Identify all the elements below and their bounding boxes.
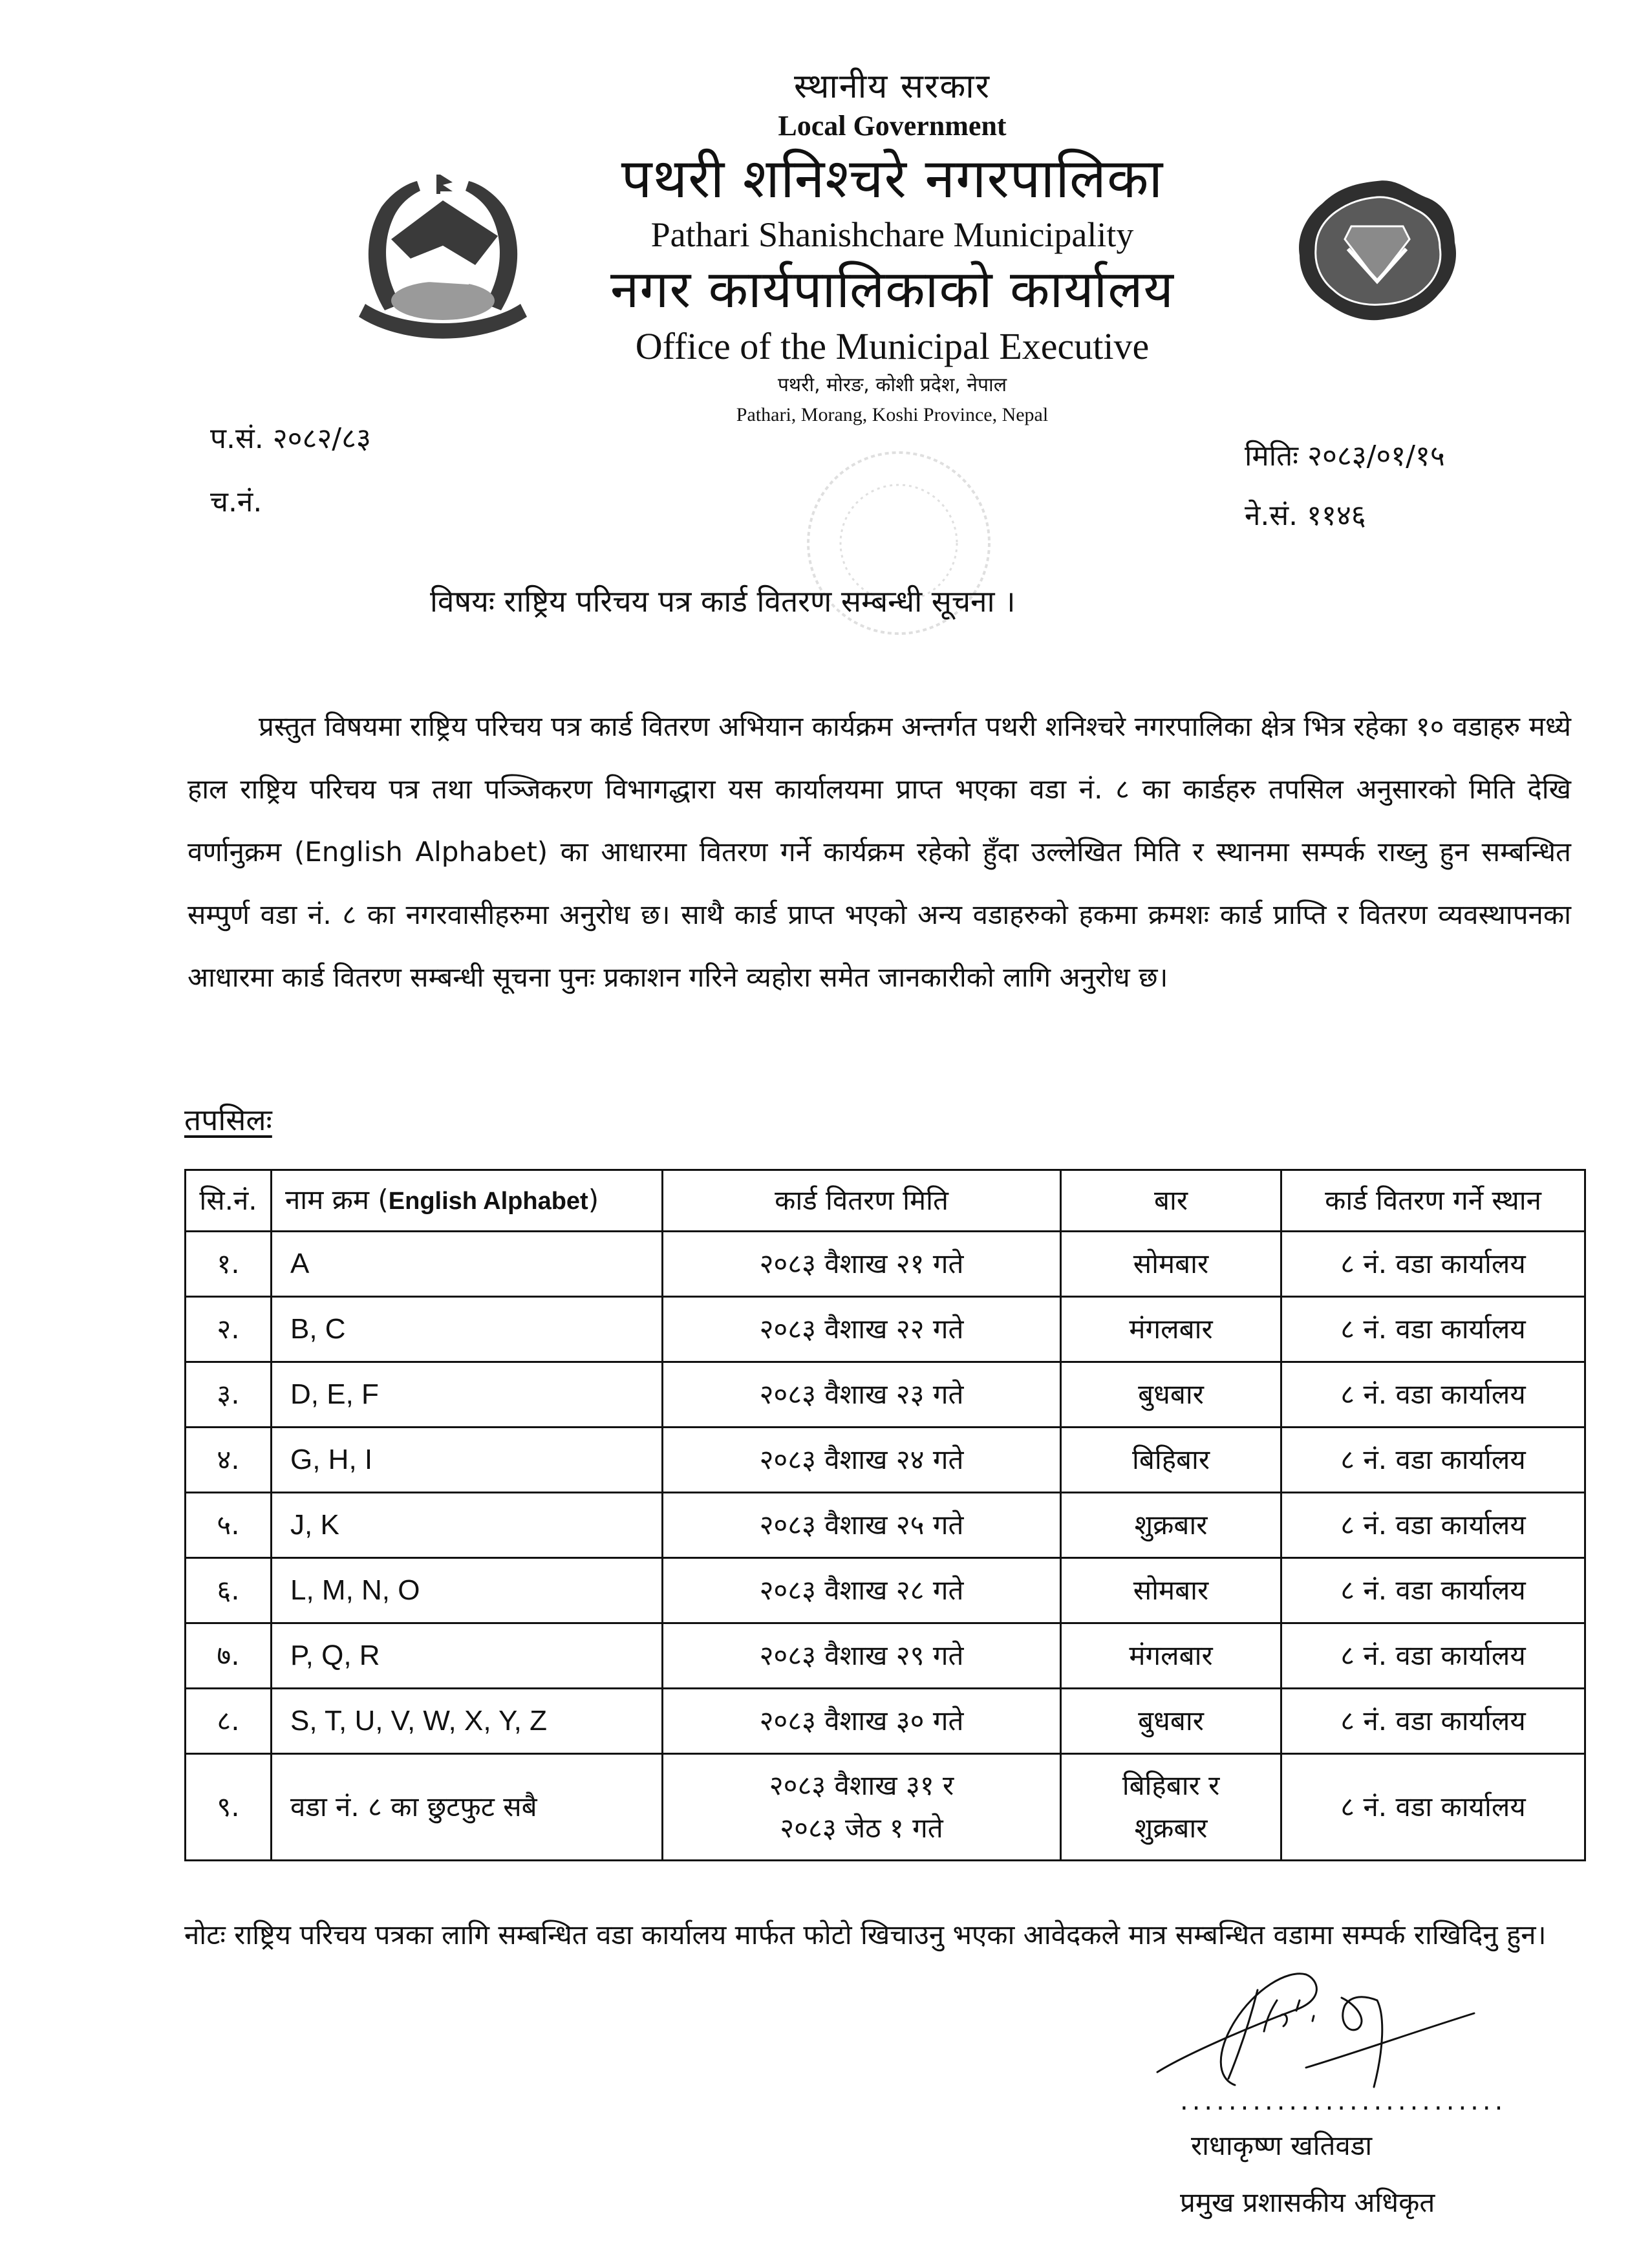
table-row <box>186 1362 1585 1428</box>
table-header-row <box>186 1170 1585 1232</box>
signatory-name: राधाकृष्ण खतिवडा <box>1191 2130 1373 2161</box>
table-row <box>186 1558 1585 1623</box>
cell-place: ८ नं. वडा कार्यालय <box>1281 1428 1585 1493</box>
cell-place: ८ नं. वडा कार्यालय <box>1281 1623 1585 1689</box>
table-row <box>186 1689 1585 1754</box>
cell-day <box>1061 1754 1281 1861</box>
cell-day-line2: शुक्रबार <box>1134 1812 1208 1844</box>
date-block <box>1245 427 1445 546</box>
reference-number <box>210 407 371 471</box>
cell-day: सोमबार <box>1061 1558 1281 1623</box>
cell-day-line1: बिहिबार र <box>1122 1770 1220 1801</box>
cell-letters: L, M, N, O <box>272 1558 663 1623</box>
cell-sn: ४. <box>186 1428 272 1493</box>
cell-place: ८ नं. वडा कार्यालय <box>1281 1558 1585 1623</box>
schedule-heading: तपसिलः <box>184 1102 272 1137</box>
cell-sn: ७. <box>186 1623 272 1689</box>
table-row <box>186 1754 1585 1861</box>
reference-value: २०८२/८३ <box>272 422 371 455</box>
address-en: Pathari, Morang, Koshi Province, Nepal <box>736 404 1049 425</box>
subject-line: विषयः राष्ट्रिय परिचय पत्र कार्ड वितरण सम्बन्धी सूचना । <box>430 584 1016 619</box>
note-paragraph: नोटः राष्ट्रिय परिचय पत्रका लागि सम्बन्धित वडा कार्यालय मार्फत फोटो खिचाउनु भएका आवेदकले मात्र सम्बन्धित वडामा सम्पर्क राखिदिनु हुन। <box>184 1919 1547 1951</box>
cell-day: शुक्रबार <box>1061 1493 1281 1558</box>
municipality-name-np: पथरी शनिश्चरे नगरपालिका <box>621 147 1164 210</box>
header-name-order-np: नाम क्रम ( <box>285 1184 389 1215</box>
cell-date: २०८३ वैशाख २४ गते <box>663 1428 1061 1493</box>
cell-date: २०८३ वैशाख ३० गते <box>663 1689 1061 1754</box>
table-row <box>186 1297 1585 1362</box>
cell-day: बुधबार <box>1061 1689 1281 1754</box>
cell-date-line2: २०८३ जेठ १ गते <box>780 1812 943 1844</box>
cell-sn: २. <box>186 1297 272 1362</box>
handwritten-signature <box>1144 1959 1532 2088</box>
signatory-block <box>1180 2085 1506 2231</box>
cell-letters: D, E, F <box>272 1362 663 1428</box>
letterhead <box>569 65 1216 429</box>
reference-label: प.सं. <box>210 422 264 455</box>
municipality-seal-logo <box>1290 171 1464 326</box>
cell-letters: P, Q, R <box>272 1623 663 1689</box>
header-name-order-close: ) <box>588 1184 599 1215</box>
cell-place: ८ नं. वडा कार्यालय <box>1281 1493 1585 1558</box>
cell-letters: S, T, U, V, W, X, Y, Z <box>272 1689 663 1754</box>
cell-sn: ५. <box>186 1493 272 1558</box>
table-row <box>186 1232 1585 1297</box>
cell-letters: B, C <box>272 1297 663 1362</box>
office-name-en: Office of the Municipal Executive <box>635 325 1150 367</box>
cell-place: ८ नं. वडा कार्यालय <box>1281 1689 1585 1754</box>
date-label: मितिः <box>1245 440 1299 473</box>
municipality-name-en: Pathari Shanishchare Municipality <box>650 215 1134 254</box>
cell-day: मंगलबार <box>1061 1623 1281 1689</box>
cell-date: २०८३ वैशाख २९ गते <box>663 1623 1061 1689</box>
cell-date <box>663 1754 1061 1861</box>
header-day: बार <box>1061 1170 1281 1232</box>
ns-value: ११४६ <box>1307 499 1366 532</box>
header-name-order-en: English Alphabet <box>388 1188 588 1215</box>
cell-letters: वडा नं. ८ का छुटफुट सबै <box>272 1754 663 1861</box>
dispatch-label: च.नं. <box>210 486 262 519</box>
local-government-heading-np: स्थानीय सरकार <box>794 67 991 106</box>
reference-block <box>210 407 371 534</box>
header-name-order <box>272 1170 663 1232</box>
cell-date: २०८३ वैशाख २२ गते <box>663 1297 1061 1362</box>
cell-date: २०८३ वैशाख २५ गते <box>663 1493 1061 1558</box>
cell-place: ८ नं. वडा कार्यालय <box>1281 1232 1585 1297</box>
issue-date <box>1245 427 1445 486</box>
cell-letters: G, H, I <box>272 1428 663 1493</box>
local-government-heading-en: Local Government <box>778 110 1007 142</box>
header-sn: सि.नं. <box>186 1170 272 1232</box>
dispatch-number <box>210 471 371 534</box>
cell-day: बिहिबार <box>1061 1428 1281 1493</box>
cell-sn: ६. <box>186 1558 272 1623</box>
nepal-emblem-logo <box>346 162 540 343</box>
body-paragraph: प्रस्तुत विषयमा राष्ट्रिय परिचय पत्र कार्ड वितरण अभियान कार्यक्रम अन्तर्गत पथरी शनिश्चरे नगरपालिका क्षेत्र भित्र रहेका १० वडाहरु मध्ये हाल राष्ट्रिय परिचय पत्र तथा पञ्जिकरण विभागद्धारा यस कार्यालयमा प्राप्त भएका वडा नं. ८ का कार्डहरु तपसिल अनुसारको मिति देखि वर्णानुक्रम (English Alphabet) का आधारमा वितरण गर्ने कार्यक्रम रहेको हुँदा उल्लेखित मिति र स्थानमा सम्पर्क राख्नु हुन सम्बन्धित सम्पुर्ण वडा नं. ८ का नगरवासीहरुमा अनुरोध छ। साथै कार्ड प्राप्त भएको अन्य वडाहरुको हकमा क्रमशः कार्ड प्राप्ति र वितरण व्यवस्थापनका आधारमा कार्ड वितरण सम्बन्धी सूचना पुनः प्रकाशन गरिने व्यहोरा समेत जानकारीको लागि अनुरोध छ। <box>188 711 1571 993</box>
signatory-title: प्रमुख प्रशासकीय अधिकृत <box>1180 2187 1435 2218</box>
cell-day: सोमबार <box>1061 1232 1281 1297</box>
cell-letters: J, K <box>272 1493 663 1558</box>
cell-letters: A <box>272 1232 663 1297</box>
table-row <box>186 1493 1585 1558</box>
cell-sn: ८. <box>186 1689 272 1754</box>
cell-date: २०८३ वैशाख २८ गते <box>663 1558 1061 1623</box>
table-row <box>186 1623 1585 1689</box>
nepal-sambat-year <box>1245 486 1445 546</box>
office-name-np: नगर कार्यपालिकाको कार्यालय <box>610 259 1174 319</box>
cell-place: ८ नं. वडा कार्यालय <box>1281 1362 1585 1428</box>
cell-date: २०८३ वैशाख २१ गते <box>663 1232 1061 1297</box>
address-np: पथरी, मोरङ, कोशी प्रदेश, नेपाल <box>777 374 1007 396</box>
cell-date-line1: २०८३ वैशाख ३१ र <box>769 1770 954 1801</box>
cell-day: बुधबार <box>1061 1362 1281 1428</box>
cell-sn: ९. <box>186 1754 272 1861</box>
header-place: कार्ड वितरण गर्ने स्थान <box>1281 1170 1585 1232</box>
cell-sn: ३. <box>186 1362 272 1428</box>
table-row <box>186 1428 1585 1493</box>
ns-label: ने.सं. <box>1245 499 1298 532</box>
cell-place: ८ नं. वडा कार्यालय <box>1281 1297 1585 1362</box>
header-date: कार्ड वितरण मिति <box>663 1170 1061 1232</box>
signature-dotted-line: ........................... <box>1180 2086 1507 2116</box>
distribution-schedule-table <box>184 1169 1586 1861</box>
date-value: २०८३/०१/१५ <box>1307 440 1445 473</box>
cell-date: २०८३ वैशाख २३ गते <box>663 1362 1061 1428</box>
cell-place: ८ नं. वडा कार्यालय <box>1281 1754 1585 1861</box>
cell-sn: १. <box>186 1232 272 1297</box>
cell-day: मंगलबार <box>1061 1297 1281 1362</box>
